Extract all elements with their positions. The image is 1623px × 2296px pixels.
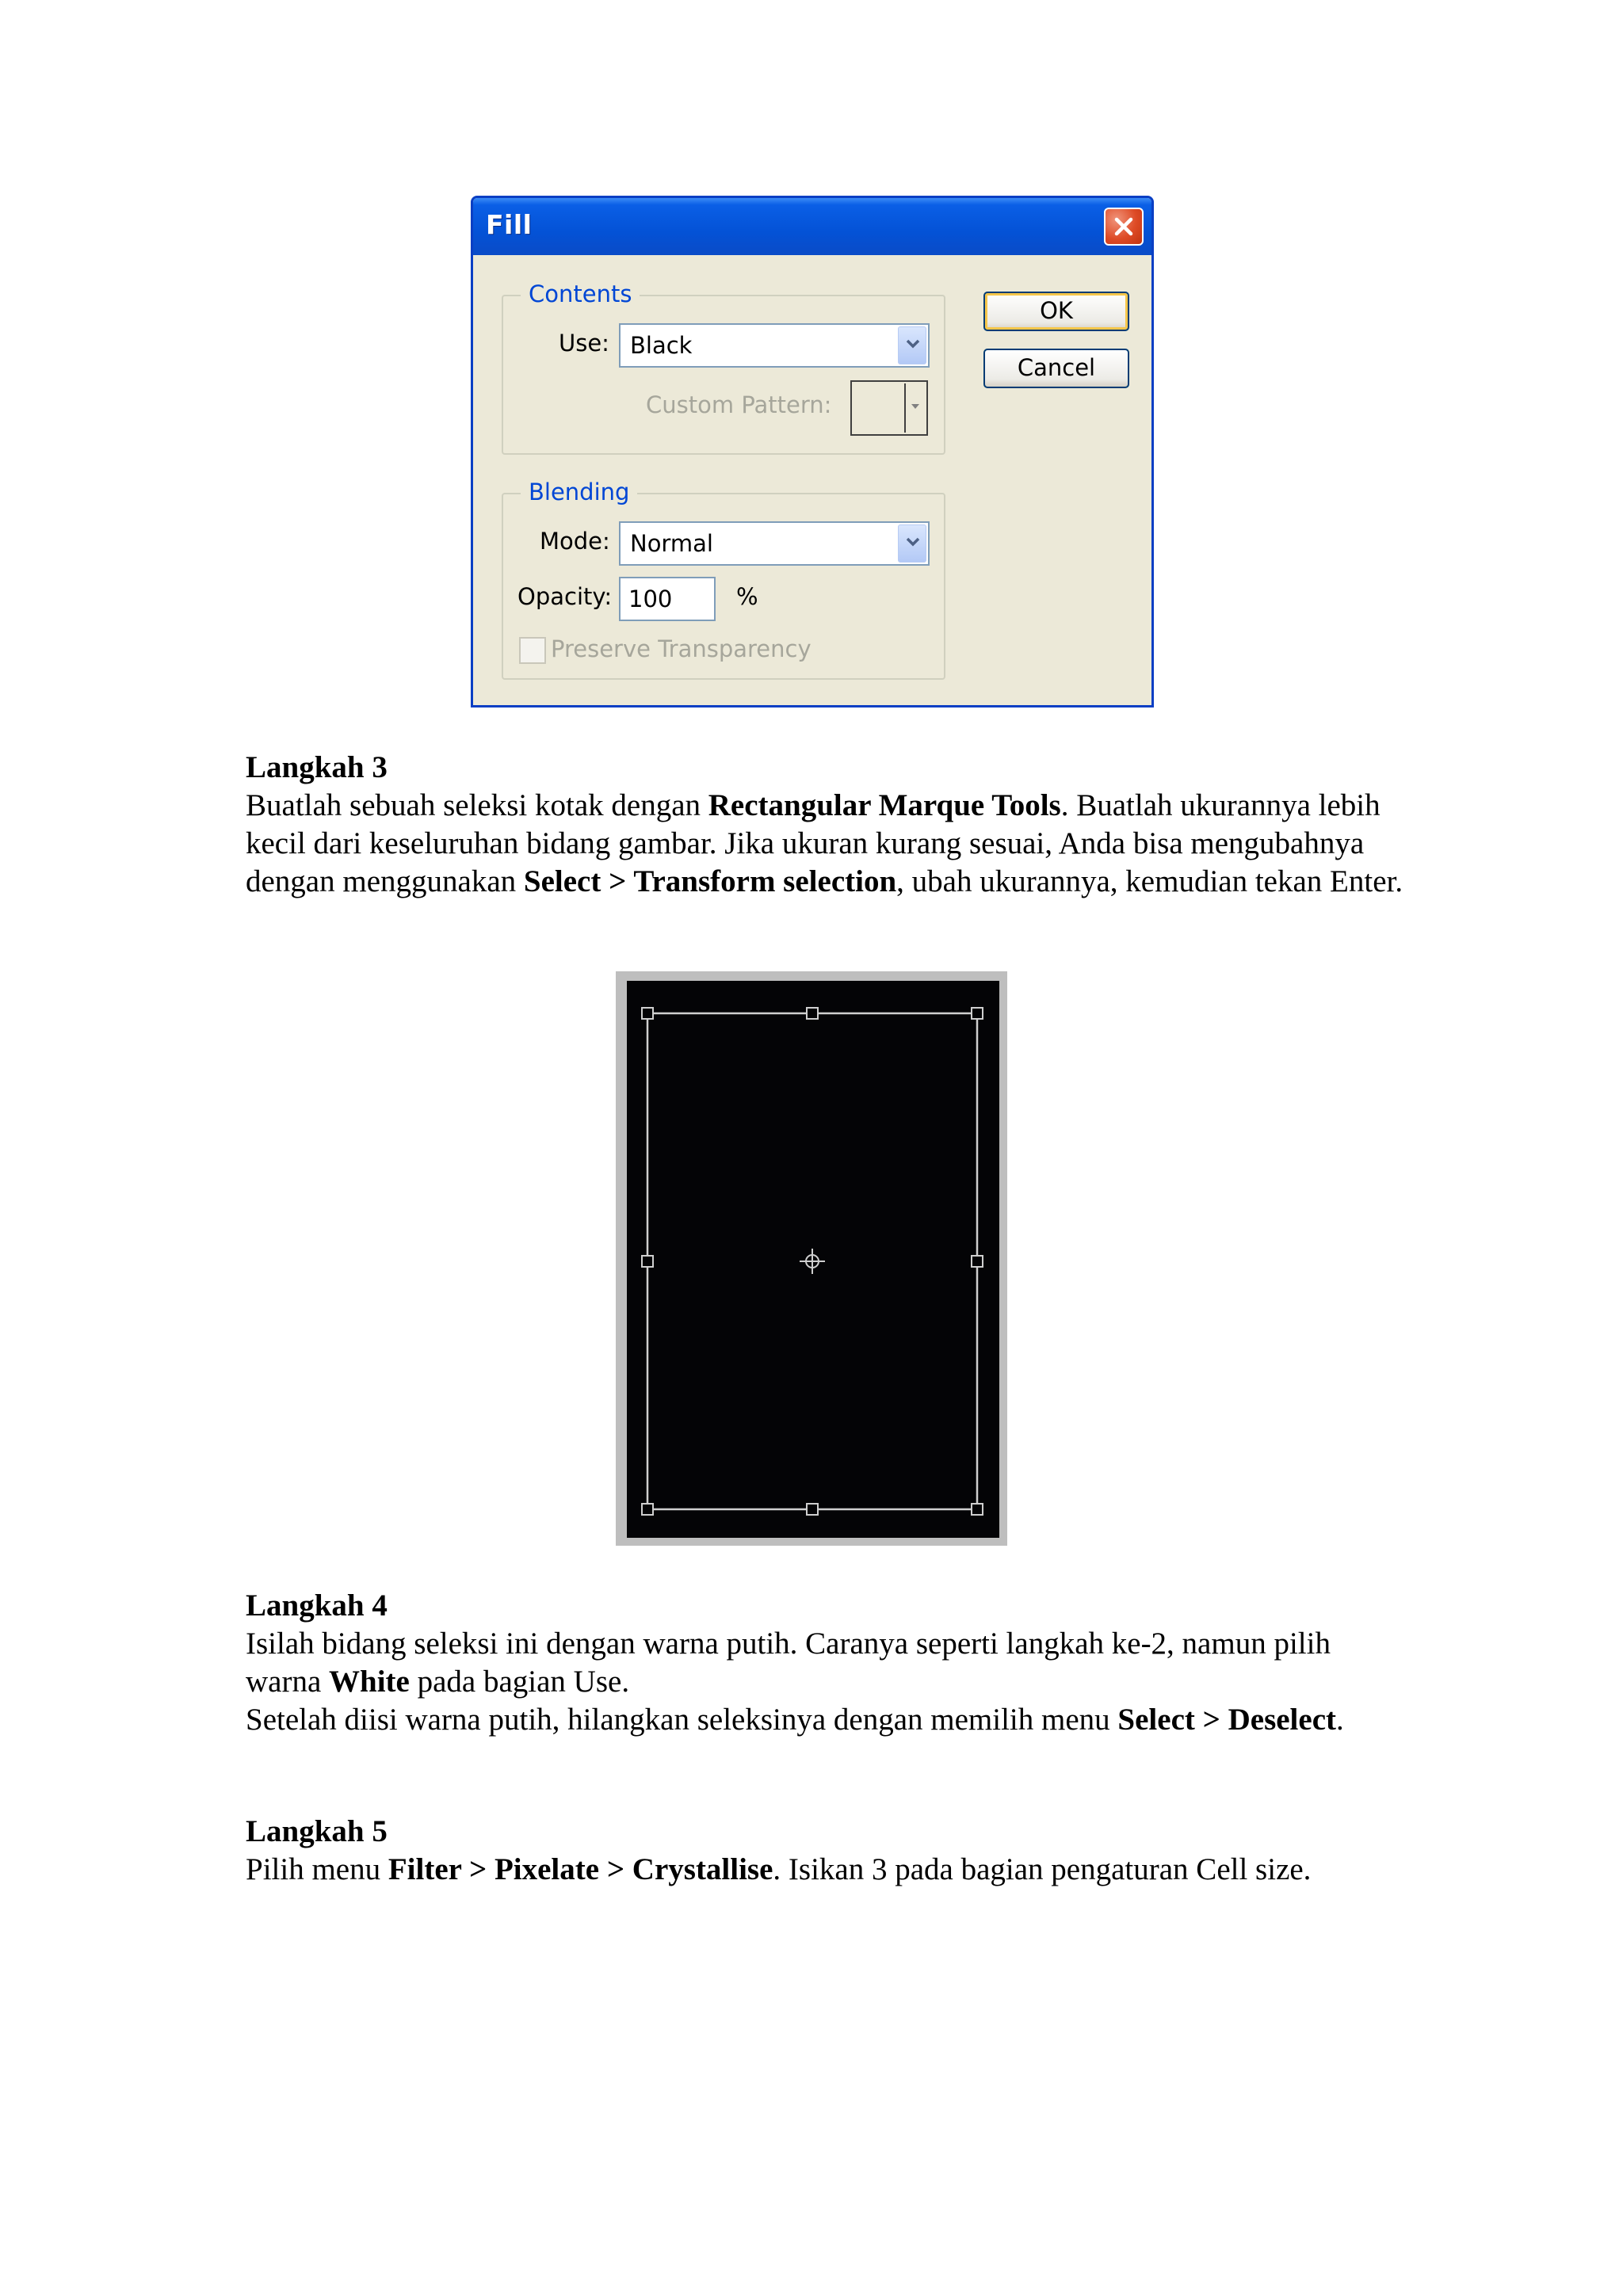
step4-text-4: . bbox=[1336, 1703, 1344, 1737]
step5-section bbox=[246, 1813, 1411, 1889]
step5-paragraph bbox=[246, 1851, 1411, 1889]
blending-legend: Blending bbox=[521, 479, 637, 505]
pattern-swatch bbox=[854, 383, 906, 433]
opacity-label: Opacity: bbox=[517, 583, 613, 610]
step5-text-2: . Isikan 3 pada bagian pengaturan Cell size. bbox=[773, 1852, 1312, 1886]
step5-heading: Langkah 5 bbox=[246, 1814, 388, 1848]
transform-selection-box[interactable] bbox=[616, 971, 1007, 1546]
step4-heading: Langkah 4 bbox=[246, 1589, 388, 1623]
close-button[interactable] bbox=[1104, 208, 1144, 246]
step4-paragraph-2 bbox=[246, 1701, 1411, 1739]
step3-paragraph bbox=[246, 787, 1411, 901]
reference-point-icon bbox=[800, 1249, 825, 1274]
percent-label: % bbox=[736, 583, 758, 610]
step3-text-1: Buatlah sebuah seleksi kotak dengan bbox=[246, 788, 708, 822]
step4-bold-1: White bbox=[329, 1665, 410, 1699]
fill-dialog bbox=[471, 196, 1154, 707]
chevron-down-icon bbox=[905, 338, 921, 349]
transform-handle-left[interactable] bbox=[642, 1256, 653, 1267]
custom-pattern-picker[interactable] bbox=[850, 380, 928, 436]
ok-button[interactable]: OK bbox=[983, 292, 1129, 331]
step4-text-3: Setelah diisi warna putih, hilangkan seleksinya dengan memilih menu bbox=[246, 1703, 1118, 1737]
step4-bold-2: Select > Deselect bbox=[1117, 1703, 1336, 1737]
contents-legend: Contents bbox=[521, 280, 640, 307]
mode-value: Normal bbox=[630, 530, 713, 557]
step3-bold-2: Select > Transform selection bbox=[523, 864, 897, 898]
transform-handle-top-left[interactable] bbox=[642, 1008, 653, 1019]
dialog-client bbox=[473, 255, 1151, 705]
transform-handle-top-right[interactable] bbox=[972, 1008, 983, 1019]
mode-dropdown-button[interactable] bbox=[898, 524, 926, 563]
cancel-button[interactable]: Cancel bbox=[983, 349, 1129, 388]
close-icon bbox=[1113, 215, 1135, 238]
step3-heading: Langkah 3 bbox=[246, 750, 388, 784]
preserve-transparency-label: Preserve Transparency bbox=[551, 635, 812, 662]
step3-text-2: . Buatlah ukurannya lebih kecil dari keseluruhan bidang gambar. Jika ukuran kurang sesuai, Anda bisa mengubahnya dengan menggunakan bbox=[246, 788, 1381, 898]
blending-group bbox=[502, 479, 945, 680]
opacity-value: 100 bbox=[628, 585, 673, 612]
step4-section bbox=[246, 1587, 1411, 1739]
custom-pattern-label: Custom Pattern: bbox=[646, 391, 832, 418]
pattern-dropdown-arrow-icon bbox=[911, 404, 919, 409]
contents-group bbox=[502, 280, 945, 455]
use-dropdown-button[interactable] bbox=[898, 326, 926, 364]
mode-select[interactable] bbox=[619, 521, 930, 566]
step5-text-1: Pilih menu bbox=[246, 1852, 388, 1886]
dialog-title: Fill bbox=[486, 209, 533, 240]
transform-handle-top[interactable] bbox=[807, 1008, 818, 1019]
step5-bold-1: Filter > Pixelate > Crystallise bbox=[388, 1852, 773, 1886]
mode-label: Mode: bbox=[540, 528, 610, 555]
step3-text-3: , ubah ukurannya, kemudian tekan Enter. bbox=[896, 864, 1403, 898]
chevron-down-icon bbox=[905, 536, 921, 547]
step3-bold-1: Rectangular Marque Tools bbox=[708, 788, 1061, 822]
step4-paragraph-1 bbox=[246, 1625, 1411, 1701]
use-label: Use: bbox=[559, 330, 609, 357]
transform-handle-right[interactable] bbox=[972, 1256, 983, 1267]
transform-handle-bottom-right[interactable] bbox=[972, 1504, 983, 1515]
use-value: Black bbox=[630, 332, 693, 359]
transform-handle-bottom-left[interactable] bbox=[642, 1504, 653, 1515]
use-select[interactable] bbox=[619, 323, 930, 368]
opacity-input[interactable] bbox=[619, 577, 716, 621]
dialog-title-bar[interactable] bbox=[473, 198, 1151, 255]
step4-text-1: Isilah bidang seleksi ini dengan warna putih. Caranya seperti langkah ke-2, namun pilih warna bbox=[246, 1627, 1331, 1699]
canvas-preview bbox=[616, 971, 1007, 1546]
preserve-transparency-checkbox[interactable] bbox=[519, 637, 546, 664]
step4-text-2: pada bagian Use. bbox=[409, 1665, 630, 1699]
step3-section bbox=[246, 749, 1411, 901]
transform-handle-bottom[interactable] bbox=[807, 1504, 818, 1515]
